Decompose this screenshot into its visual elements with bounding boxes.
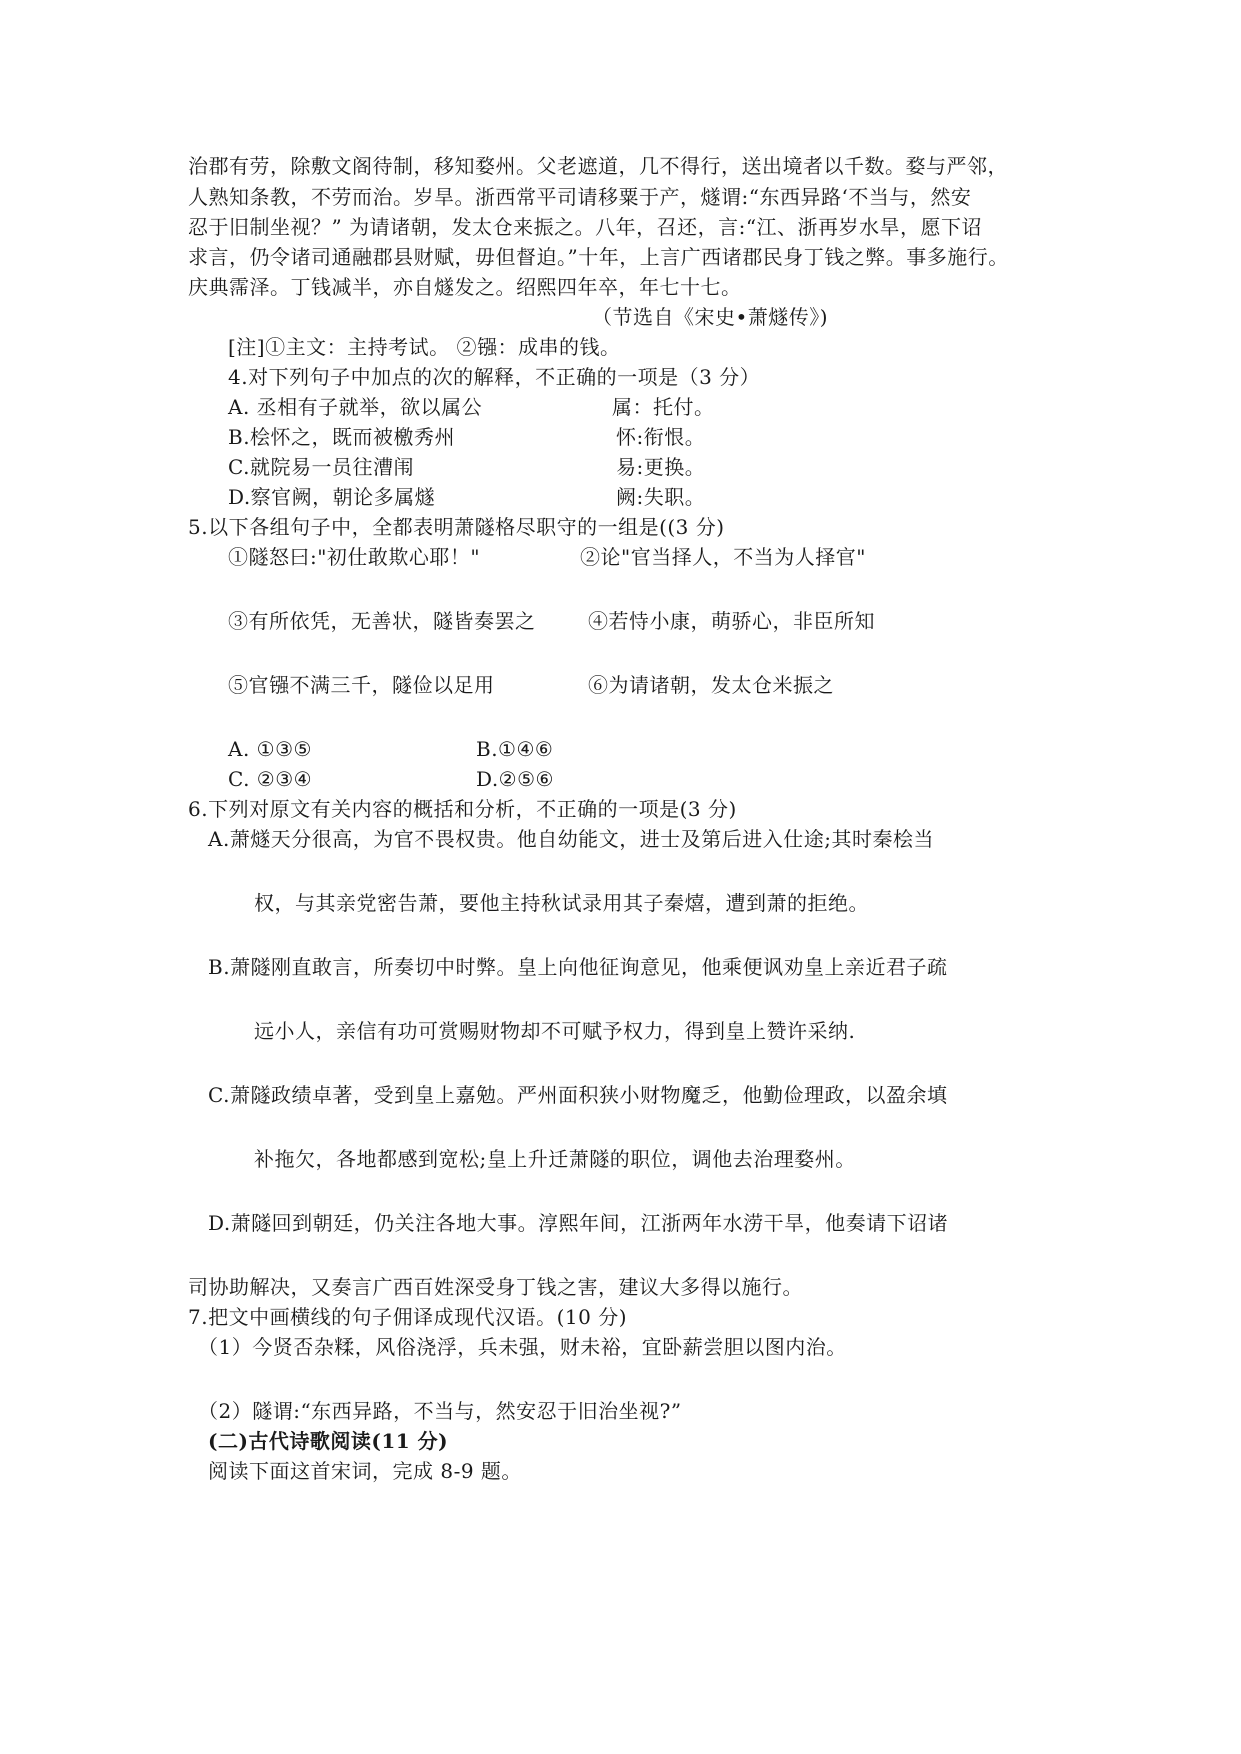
q5-item-1: ①隧怒曰:"初仕敢欺心耶！" [228,545,481,569]
q6-option-a-line-1: A.萧燧天分很高，为官不畏权贵。他自幼能文，进士及第后进入仕途;其时秦桧当 [208,827,935,851]
q4-option-c-sentence: C.就院易一员往漕闱 [228,455,414,479]
q6-option-b-line-1: B.萧隧刚直敢言，所奏切中时弊。皇上向他征询意见，他乘便讽劝皇上亲近君子疏 [208,955,948,979]
q4-option-b-gloss: 怀:衔恨。 [616,425,706,449]
q4-option-d-sentence: D.察官阙，朝论多属燧 [228,485,436,509]
q6-option-d-line-2: 司协助解决，又奏言广西百姓深受身丁钱之害，建议大多得以施行。 [188,1275,803,1299]
q5-choice-b: B.①④⑥ [476,737,554,761]
passage-line-5: 庆典霈泽。丁钱减半，亦自燧发之。绍熙四年卒，年七十七。 [188,275,742,299]
q7-stem: 7.把文中画横线的句子佣译成现代汉语。(10 分) [188,1305,627,1329]
q5-choice-d: D.②⑤⑥ [476,767,554,791]
passage-line-2: 人熟知条教，不劳而治。岁旱。浙西常平司请移粟于产，燧谓:“东西异路‘不当与，然安 [188,185,972,209]
q4-option-d-gloss: 阙:失职。 [616,485,706,509]
q5-item-4: ④若恃小康，萌骄心，非臣所知 [588,609,875,633]
q5-item-5: ⑤官镪不满三千，隧俭以足用 [228,673,495,697]
q7-item-2: （2）隧谓:“东西异路，不当与，然安忍于旧治坐视?” [198,1399,682,1423]
passage-source: （节选自《宋史•萧燧传》) [592,305,829,329]
passage-line-1: 治郡有劳，除敷文阁待制，移知婺州。父老遮道，几不得行，送出境者以千数。婺与严邻， [188,154,1008,178]
q6-option-c-line-1: C.萧隧政绩卓著，受到皇上嘉勉。严州面积狭小财物魔乏，他勤俭理政，以盈余填 [208,1083,948,1107]
q4-option-c-gloss: 易:更换。 [616,455,706,479]
q6-stem: 6.下列对原文有关内容的概括和分析，不正确的一项是(3 分) [188,797,737,821]
q4-stem: 4.对下列句子中加点的次的解释，不正确的一项是（3 分） [228,365,761,389]
section-instruction: 阅读下面这首宋词，完成 8-9 题。 [208,1459,522,1483]
passage-note: [注]①主文：主持考试。 ②镪：成串的钱。 [228,335,621,359]
q5-choice-a: A. ①③⑤ [228,737,312,761]
q5-item-6: ⑥为请诸朝，发太仓米振之 [588,673,834,697]
q5-item-2: ②论"官当择人，不当为人择官" [580,545,866,569]
q4-option-b-sentence: B.桧怀之，既而被檄秀州 [228,425,456,449]
q6-option-a-line-2: 权，与其亲党密告萧，要他主持秋试录用其子秦熺，遭到萧的拒绝。 [254,891,869,915]
passage-line-4: 求言，仍令诸司通融郡县财赋，毋但督迫。”十年，上言广西诸郡民身丁钱之弊。事多施行。 [188,245,1009,269]
q5-item-3: ③有所依凭，无善状，隧皆奏罢之 [228,609,536,633]
q6-option-d-line-1: D.萧隧回到朝廷，仍关注各地大事。淳熙年间，江浙两年水涝干旱，他奏请下诏诸 [208,1211,949,1235]
passage-line-3: 忍于旧制坐视？” 为请诸朝，发太仓来振之。八年，召还，言:“江、浙再岁水旱，愿下诏 [188,215,983,239]
q6-option-c-line-2: 补拖欠，各地都感到宽松;皇上升迁萧隧的职位，调他去治理婺州。 [254,1147,856,1171]
q6-option-b-line-2: 远小人，亲信有功可赏赐财物却不可赋予权力，得到皇上赞许采纳. [254,1019,856,1043]
q5-choice-c: C. ②③④ [228,767,313,791]
section-heading: (二)古代诗歌阅读(11 分) [208,1429,449,1453]
q5-stem: 5.以下各组句子中，全都表明萧隧格尽职守的一组是((3 分) [188,515,725,539]
q4-option-a-sentence: A. 丞相有子就举，欲以属公 [228,395,483,419]
q4-option-a-gloss: 属：托付。 [612,395,715,419]
q7-item-1: （1）今贤否杂糅，风俗浇浮，兵未强，财未裕，宜卧薪尝胆以图内治。 [198,1335,847,1359]
